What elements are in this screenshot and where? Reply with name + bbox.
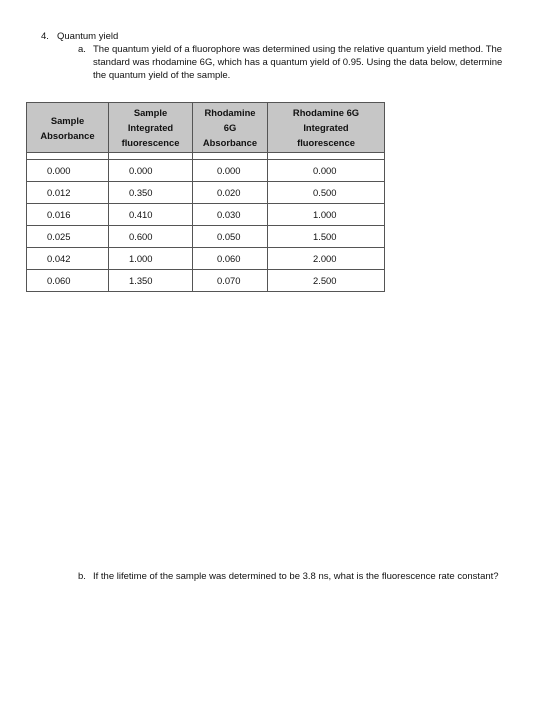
header-line: Absorbance [40,129,95,141]
table-cell: 1.500 [268,226,385,248]
spacer-cell [109,153,193,160]
table-cell: 1.000 [109,248,193,270]
table-cell: 0.060 [27,270,109,292]
header-line: Sample [133,107,168,118]
question-heading [41,31,118,43]
table-cell: 0.042 [27,248,109,270]
table-cell: 0.050 [193,226,268,248]
table-cell: 2.000 [268,248,385,270]
spacer-cell [268,153,385,160]
header-line: Integrated [303,122,349,133]
table-cell: 0.000 [268,160,385,182]
header-sample-integrated-fluorescence [109,103,193,153]
table-row [27,226,385,248]
table-cell: 0.020 [193,182,268,204]
table-cell: 0.030 [193,204,268,226]
table-cell: 1.350 [109,270,193,292]
table-cell: 0.012 [27,182,109,204]
spacer-cell [193,153,268,160]
table-cell: 2.500 [268,270,385,292]
data-table [26,102,385,292]
table-row [27,182,385,204]
table-cell: 0.025 [27,226,109,248]
question-title: Quantum yield [57,31,119,42]
table-cell: 0.000 [27,160,109,182]
table-cell: 0.350 [109,182,193,204]
table-cell: 0.410 [109,204,193,226]
table-cell: 1.000 [268,204,385,226]
header-line: Sample [50,114,85,126]
header-line: fluorescence [297,137,355,148]
header-rhodamine-integrated-fluorescence [268,103,385,153]
table-row [27,270,385,292]
spacer-cell [27,153,109,160]
header-line: Rhodamine [204,107,256,118]
header-line: 6G [223,122,237,133]
header-line: Integrated [127,122,174,133]
header-line: Absorbance [202,137,258,148]
part-a [78,44,518,82]
part-b-letter: b. [78,571,86,582]
header-sample-absorbance [27,103,109,153]
table-row [27,204,385,226]
table-cell: 0.000 [109,160,193,182]
part-b [78,571,518,584]
table-cell: 0.070 [193,270,268,292]
header-line: Rhodamine 6G [292,107,360,118]
table-cell: 0.016 [27,204,109,226]
part-a-text: The quantum yield of a fluorophore was determined using the relative quantum yield method. The standard was rhodamine 6G, which has a quantum yield of 0.95. Using the data below, determine the quantum yield of the sample. [93,44,503,81]
part-b-text: If the lifetime of the sample was determined to be 3.8 ns, what is the fluorescence rate constant? [93,571,499,582]
question-number: 4. [41,31,49,42]
header-rhodamine-absorbance [193,103,268,153]
table-header-row [27,103,385,153]
table-cell: 0.000 [193,160,268,182]
table-row [27,248,385,270]
table-spacer-row [27,153,385,160]
table-cell: 0.500 [268,182,385,204]
table-row [27,160,385,182]
table-cell: 0.600 [109,226,193,248]
header-line: fluorescence [121,137,180,148]
table-cell: 0.060 [193,248,268,270]
part-a-letter: a. [78,44,86,55]
